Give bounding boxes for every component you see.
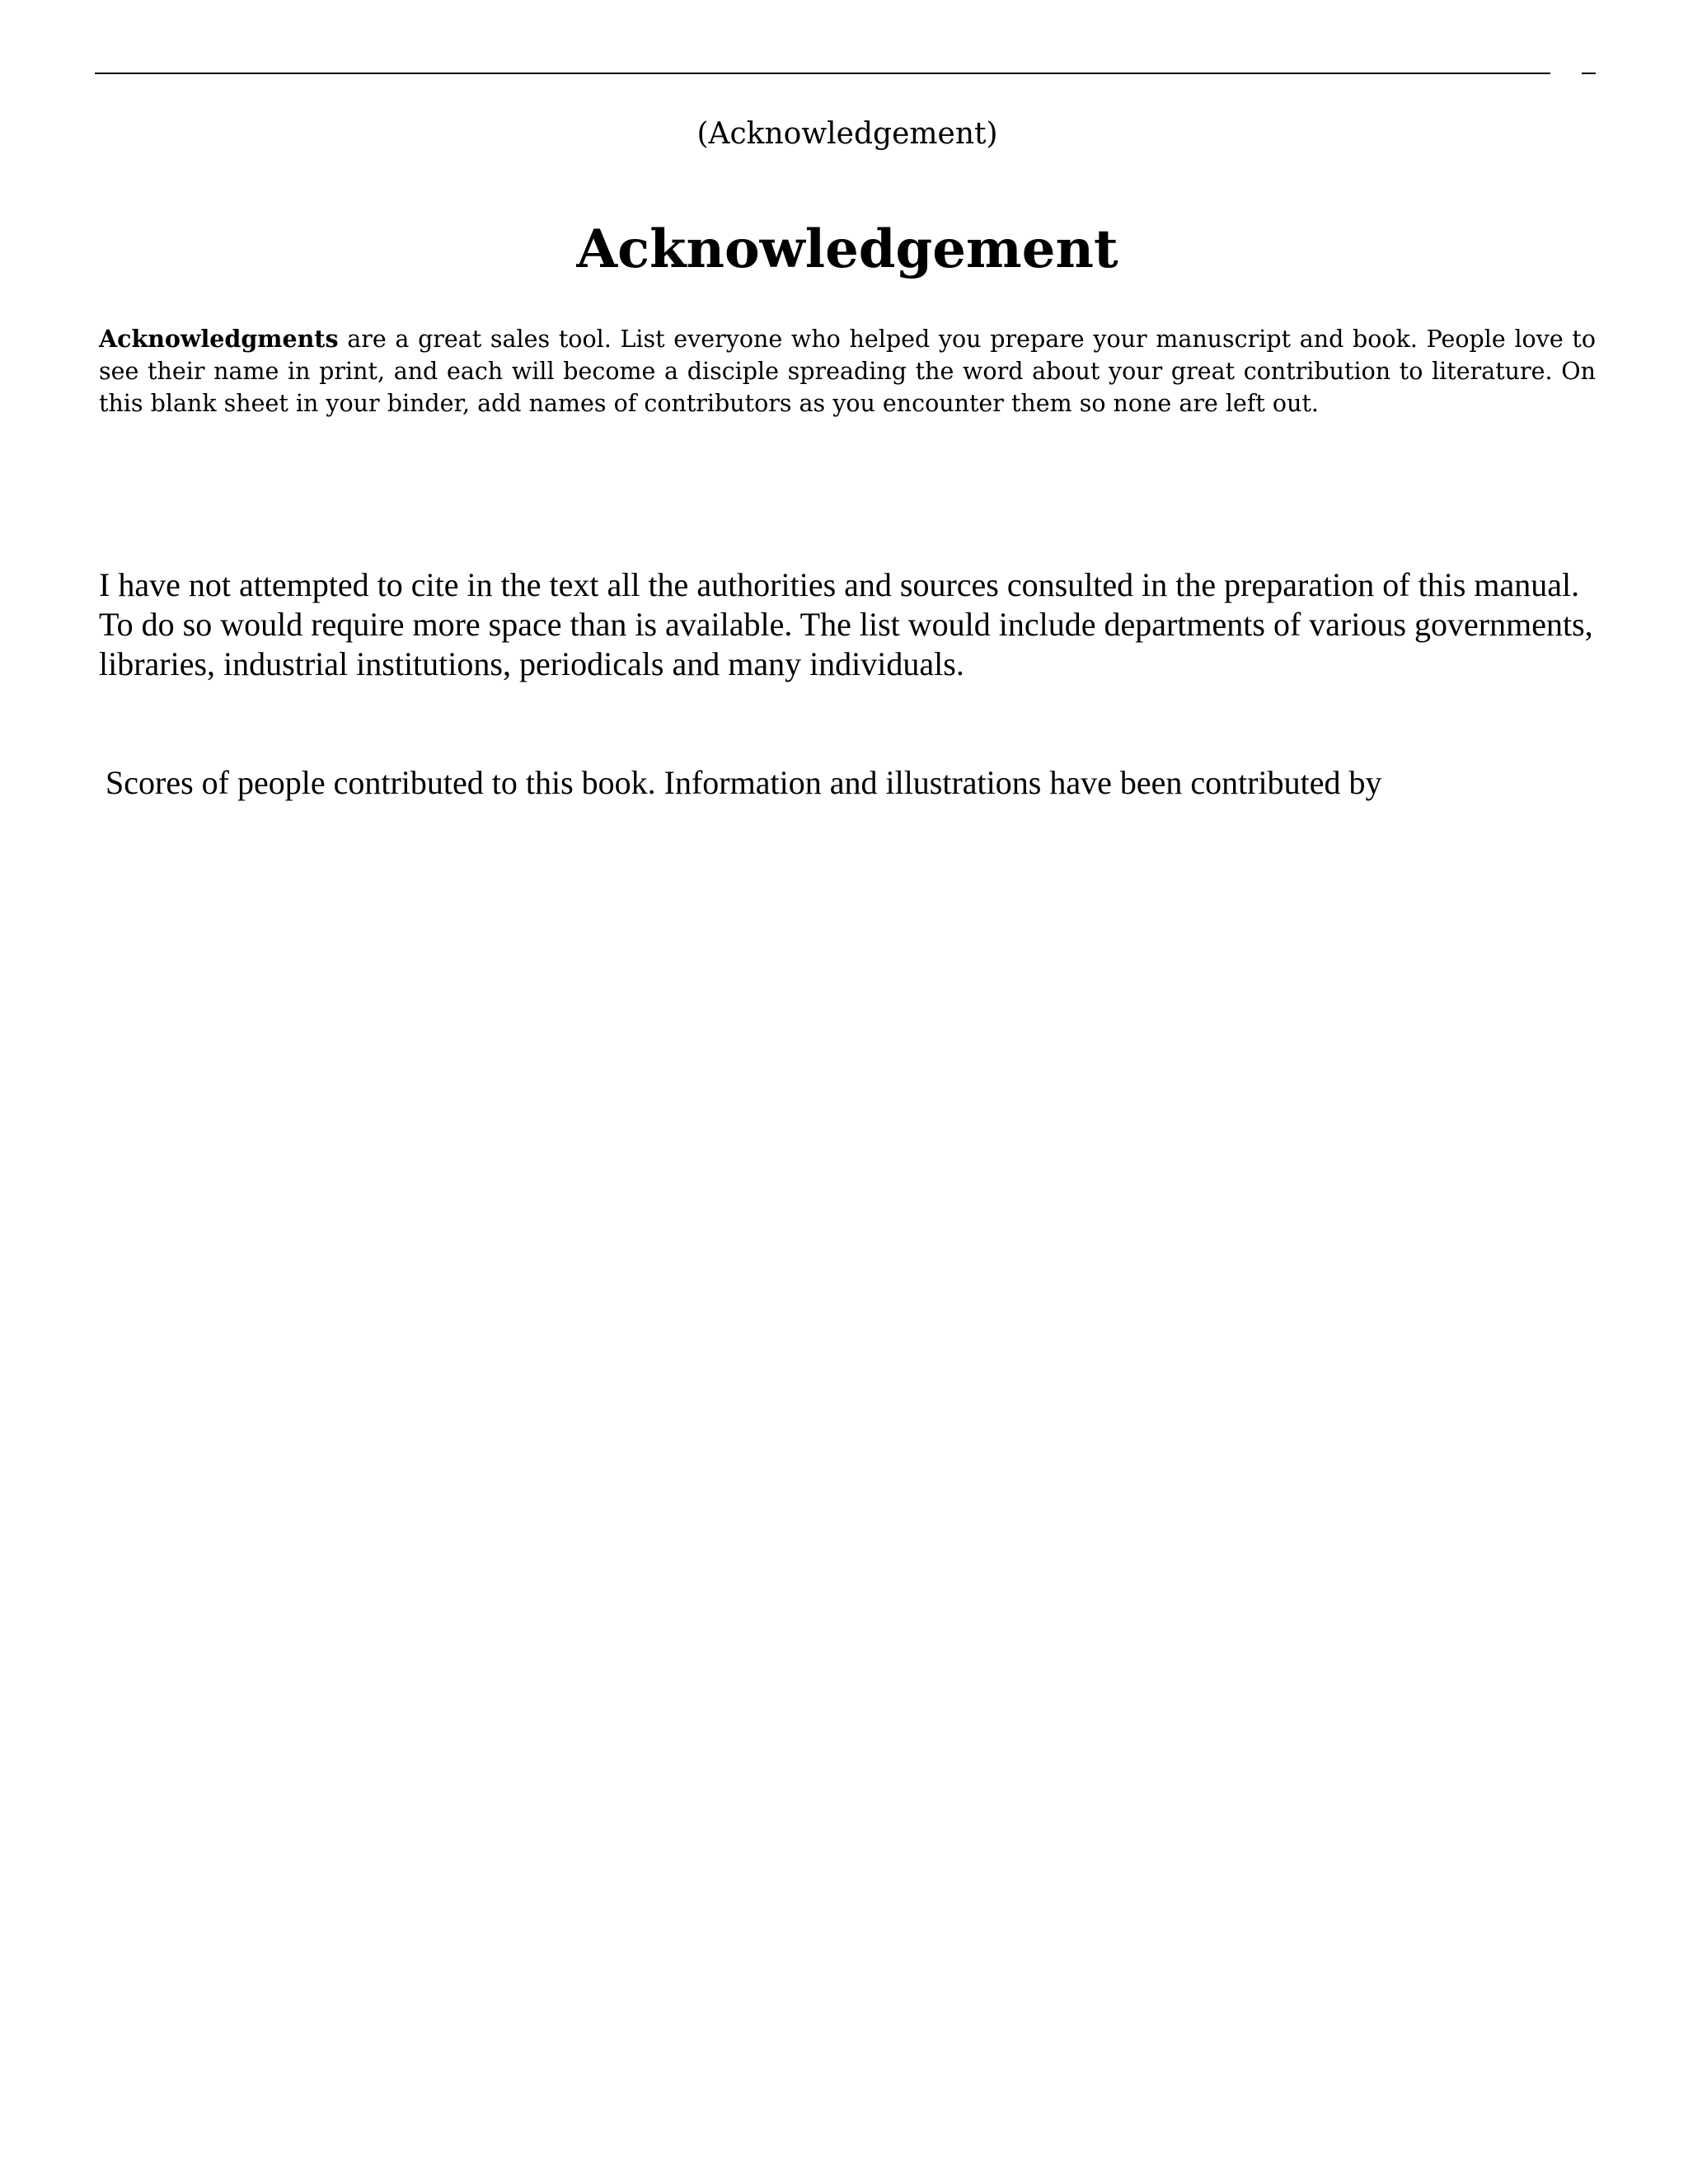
header-rule (95, 73, 1550, 74)
intro-lead-bold: Acknowledgments (99, 325, 339, 353)
body-paragraph-contributors: Scores of people contributed to this book. Information and illustrations have been contributed by (106, 764, 1382, 801)
body-paragraph-sources: I have not attempted to cite in the text all the authorities and sources consulted in the preparation of this manual. To do so would require more space than is available. The list would include departments of various governments, libraries, industrial institutions, periodicals and many individuals. (99, 566, 1593, 682)
page-title: Acknowledgement (576, 218, 1118, 280)
intro-text: are a great sales tool. List everyone who helped you prepare your manuscript and book. People love to see their name in print, and each will become a disciple spreading the word about your great contribution to literature. On this blank sheet in your binder, add names of contributors as you encounter them so none are left out. (99, 326, 1596, 417)
running-head: (Acknowledgement) (696, 117, 998, 151)
intro-paragraph (99, 323, 1596, 419)
header-rule-short (1582, 73, 1596, 74)
